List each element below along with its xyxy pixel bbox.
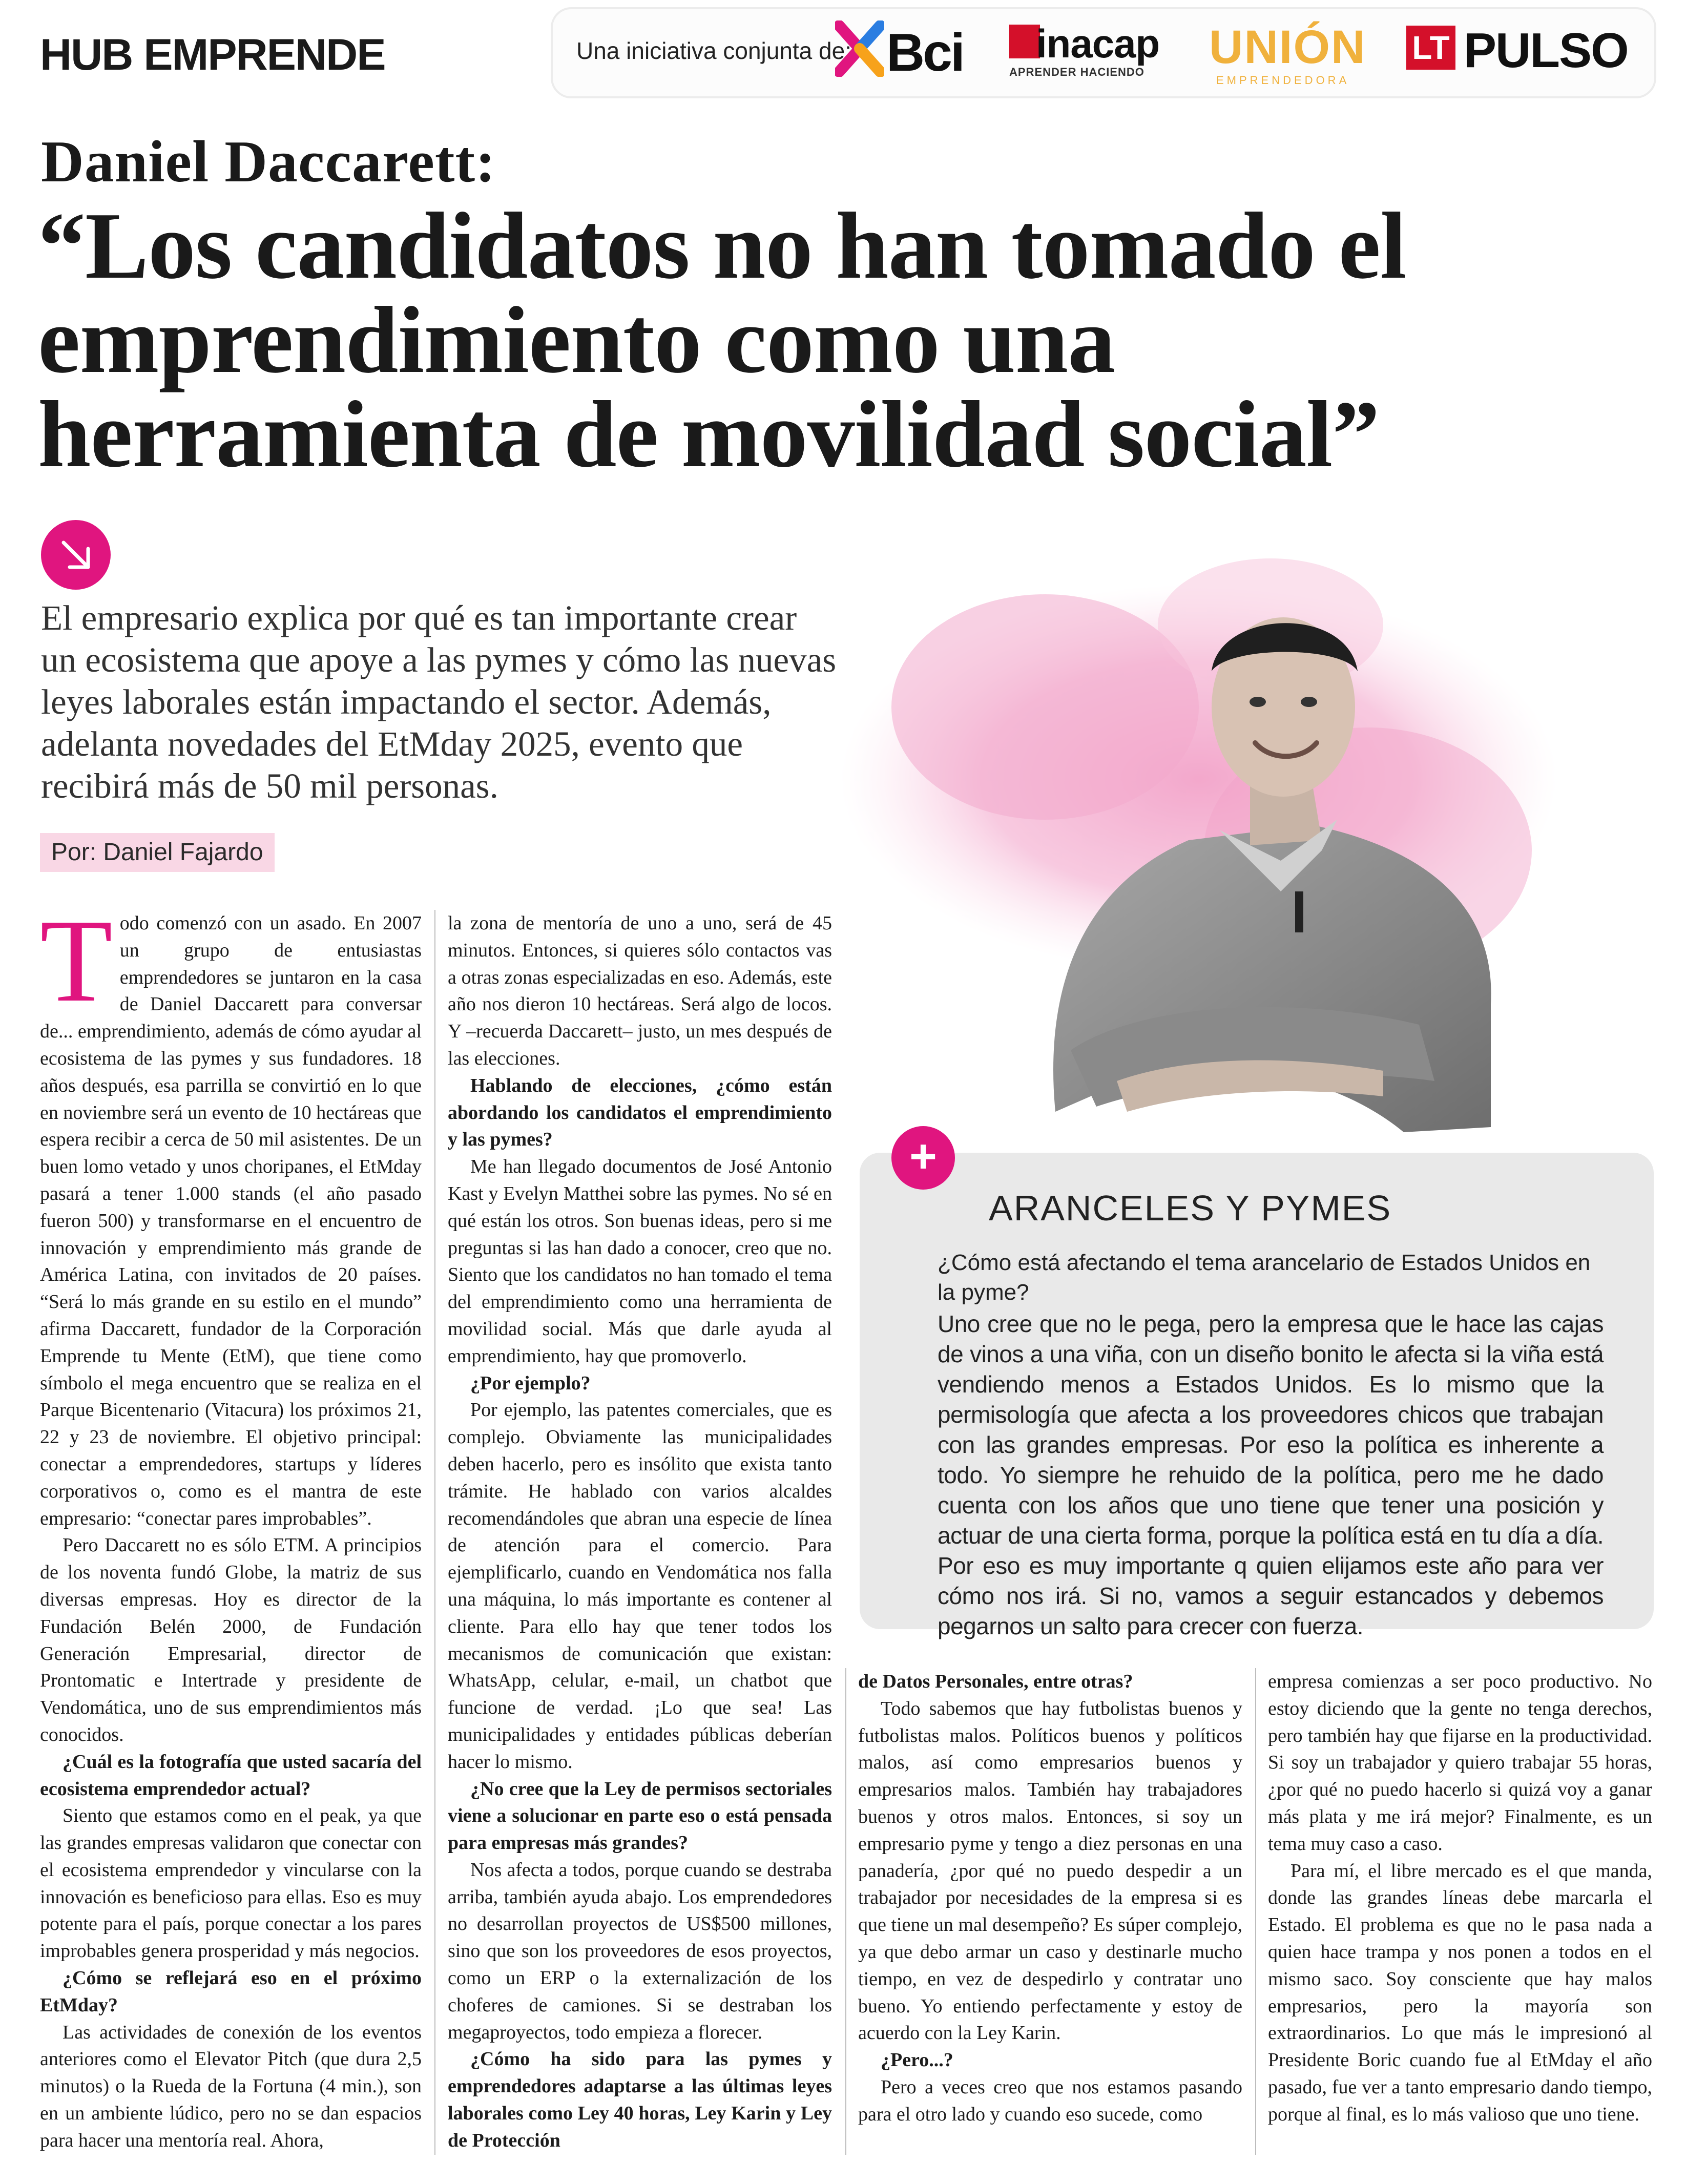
interview-question: Hablando de elecciones, ¿cómo están abordando los candidatos el emprendimiento y las pymes? [448, 1074, 832, 1151]
section-title: HUB EMPRENDE [40, 30, 385, 79]
interview-question: ¿Pero...? [881, 2049, 953, 2071]
paragraph: empresa comienzas a ser poco productivo. No estoy diciendo que la gente no tenga derechos, pero también hay que fijarse en la productividad. Si soy un trabajador y quiero trabajar 55 horas, ¿por qué no puedo hacerlo si quizá voy a ganar más plata y me irá mejor? Finalmente, es un tema muy caso a caso. [1268, 1671, 1652, 1855]
column-divider [845, 1668, 846, 2155]
article-column-4 [1268, 1668, 1652, 2128]
paragraph: Pero a veces creo que nos estamos pasando para el otro lado y cuando eso sucede, como [858, 2076, 1242, 2125]
paragraph: la zona de mentoría de uno a uno, será de 45 minutos. Entonces, si quieres sólo contactos vas a otras zonas especializadas en eso. Además, este año nos dieron 10 hectáreas. Será algo de locos. Y –recuerda Daccarett– justo, un mes después de las elecciones. [448, 912, 832, 1069]
interview-question: de Datos Personales, entre otras? [858, 1671, 1133, 1692]
lt-badge: LT [1406, 26, 1455, 70]
interview-question: ¿Por ejemplo? [470, 1372, 591, 1394]
portrait-photo [830, 492, 1685, 1209]
article-headline: “Los candidatos no han tomado el emprendimiento como una herramienta de movilidad social” [38, 193, 1406, 487]
byline: Por: Daniel Fajardo [40, 833, 275, 872]
paragraph: Todo sabemos que hay futbolistas buenos y futbolistas malos. Políticos buenos y políticos malos, así como empresarios buenos y empresarios malos. También hay trabajadores buenos y otros malos. Entonces, si soy un empresario pyme y tengo a diez personas en una panadería, ¿por qué no puedo despedir a un trabajador por necesidades de la empresa si es que tiene un mal desempeño? Es súper complejo, ya que debo armar un caso y destinarle mucho tiempo, en vez de despedirlo y contratar uno bueno. Yo entiendo perfectamente y estoy de acuerdo con la Ley Karin. [858, 1697, 1242, 2044]
bci-x-logo-icon [835, 20, 884, 77]
inacap-logo-text: inacap [1036, 21, 1160, 66]
paragraph: Por ejemplo, las patentes comerciales, que es complejo. Obviamente las municipalidades deben hacerlo, pero es insólito que exista tanto trámite. He hablado con varios alcaldes recomendándoles que abran una especie de línea de atención para el comercio. Para ejemplificarlo, cuando en Vendomática nos falla una máquina, lo más importante es contener al cliente. Para ello hay que tener todos los mecanismos de comunicación que existan: WhatsApp, celular, e-mail, un chatbot que funcione de verdad. ¡Lo que sea! Las municipalidades y entidades públicas deberían hacer lo mismo. [448, 1399, 832, 1773]
column-divider [1255, 1668, 1256, 2155]
interview-question: ¿No cree que la Ley de permisos sectoriales viene a solucionar en parte eso o está pensada para empresas más grandes? [448, 1778, 832, 1854]
inacap-logo [1009, 20, 1163, 77]
sidebar-answer: Uno cree que no le pega, pero la empresa que le hace las cajas de vinos a una viña, con un diseño bonito le afecta si la viña está vendiendo menos a Estados Unidos. Es lo mismo que la permisología que afecta a los proveedores chicos que trabajan con las grandes empresas. Por eso la política es inherente a todo. Yo siempre he rehuido de la política, pero me he dado cuenta con los años que uno tiene que tener una posición y actuar de una cierta forma, porque la política está en tu día a día. Por eso es muy importante q quien elijamos este año para ver cómo nos irá. Si no, vamos a seguir estancados y debemos pegarnos un salto para crecer con fuerza. [938, 1311, 1604, 1639]
sidebar-title: ARANCELES Y PYMES [989, 1188, 1392, 1228]
paragraph: Nos afecta a todos, porque cuando se destraba arriba, también ayuda abajo. Los emprendedores no desarrollan proyectos de US$500 millones, sino que son los proveedores de esos proyectos, como un ERP o la externalización de los choferes de camiones. Si se destraban los megaproyectos, todo empieza a florecer. [448, 1859, 832, 2043]
article-column-3 [858, 1668, 1242, 2128]
article-column-1 [40, 895, 422, 2154]
inacap-red-mark [1009, 25, 1040, 58]
union-logo-text: UNIÓN [1209, 21, 1366, 73]
drop-cap: T [40, 895, 113, 1027]
interview-question: ¿Cuál es la fotografía que usted sacaría del ecosistema emprendedor actual? [40, 1751, 422, 1800]
pulso-logo-text: PULSO [1464, 23, 1628, 78]
paragraph: odo comenzó con un asado. En 2007 un grupo de entusiastas emprendedores se juntaron en la casa de Daniel Daccarett para conversar de... emprendimiento, además de cómo ayudar al ecosistema de las pymes y sus fundadores. 18 años después, esa parrilla se convirtió en lo que en noviembre será un evento de 10 hectáreas que espera recibir a cerca de 50 mil asistentes. De un buen lomo vetado y unos choripanes, el EtMday pasará a tener 1.000 stands (el año pasado fueron 500) y transformarse en el encuentro de innovación y emprendimiento más grande de América Latina, con invitados de 20 países. “Será lo más grande en su estilo en el mundo” afirma Daccarett, fundador de la Corporación Emprende tu Mente (EtM), que tiene como símbolo el mega encuentro que se realiza en el Parque Bicentenario (Vitacura) los próximos 21, 22 y 23 de noviembre. El objetivo principal: conectar a emprendedores, startups y líderes corporativos o, como es el mantra de este empresario: “conectar pares improbables”. [40, 912, 422, 1529]
arrow-down-right-icon [41, 520, 111, 590]
article-lead: El empresario explica por qué es tan importante crear un ecosistema que apoye a las pymes y cómo las nuevas leyes laborales están impactando el sector. Además, adelanta novedades del EtMday 2025, evento que recibirá más de 50 mil personas. [41, 598, 837, 805]
inacap-tagline: APRENDER HACIENDO [1009, 66, 1144, 78]
interview-question: ¿Cómo ha sido para las pymes y emprendedores adaptarse a las últimas leyes laborales como Ley 40 horas, Ley Karin y Ley de Protección [448, 2048, 832, 2151]
sidebar-question: ¿Cómo está afectando el tema arancelario de Estados Unidos en la pyme? [938, 1250, 1591, 1305]
column-divider [434, 910, 435, 2155]
bci-logo [835, 20, 963, 82]
union-emprendedora-logo [1209, 20, 1366, 87]
initiative-label: Una iniciativa conjunta de: [576, 37, 851, 64]
paragraph: Pero Daccarett no es sólo ETM. A principios de los noventa fundó Globe, la matriz de sus diversas empresas. Hoy es director de la Fundación Belén 2000, de Fundación Generación Empresarial, director de Prontomatic e Intertrade y presidente de Vendomática, uno de sus emprendimientos más conocidos. [40, 1534, 422, 1745]
paragraph: Para mí, el libre mercado es el que manda, donde las grandes líneas debe marcarla el Estado. El problema es que no le pasa nada a quien hace trampa y nos ponen a todos en el mismo saco. Soy consciente que hay malos empresarios, pero la mayoría son extraordinarios. Lo que más le impresionó al Presidente Boric cuando fue al EtMday el año pasado, fue ver a tanto empresario dando tiempo, porque al final, es lo más valioso que uno tiene. [1268, 1860, 1652, 2125]
paragraph: Las actividades de conexión de los eventos anteriores como el Elevator Pitch (que dura 2,5 minutos) o la Rueda de la Fortuna (4 min.), son en un ambiente lúdico, pero no se dan espacios para hacer una mentoría real. Ahora, [40, 2021, 422, 2151]
article-kicker: Daniel Daccarett: [41, 129, 496, 195]
paragraph: Me han llegado documentos de José Antonio Kast y Evelyn Matthei sobre las pymes. No sé en qué están los otros. Son buenas ideas, pero si me preguntas si las han dado a conocer, creo que no. Siento que los candidatos no han tomado el tema del emprendimiento como una herramienta de movilidad social. Más que darle ayuda al emprendimiento, hay que promoverlo. [448, 1156, 832, 1367]
plus-icon: + [891, 1126, 955, 1190]
union-tagline: EMPRENDEDORA [1216, 74, 1350, 87]
paragraph: Siento que estamos como en el peak, ya que las grandes empresas validaron que conectar con el ecosistema emprendedor y vincularse con la innovación es beneficioso para ellas. Eso es muy potente para el país, porque conectar a los pares improbables genera prosperidad y más negocios. [40, 1805, 422, 1962]
lt-pulso-logo [1406, 20, 1628, 78]
interview-question: ¿Cómo se reflejará eso en el próximo EtMday? [40, 1967, 422, 2016]
article-column-2 [448, 910, 832, 2154]
bci-logo-text: Bci [886, 23, 963, 82]
